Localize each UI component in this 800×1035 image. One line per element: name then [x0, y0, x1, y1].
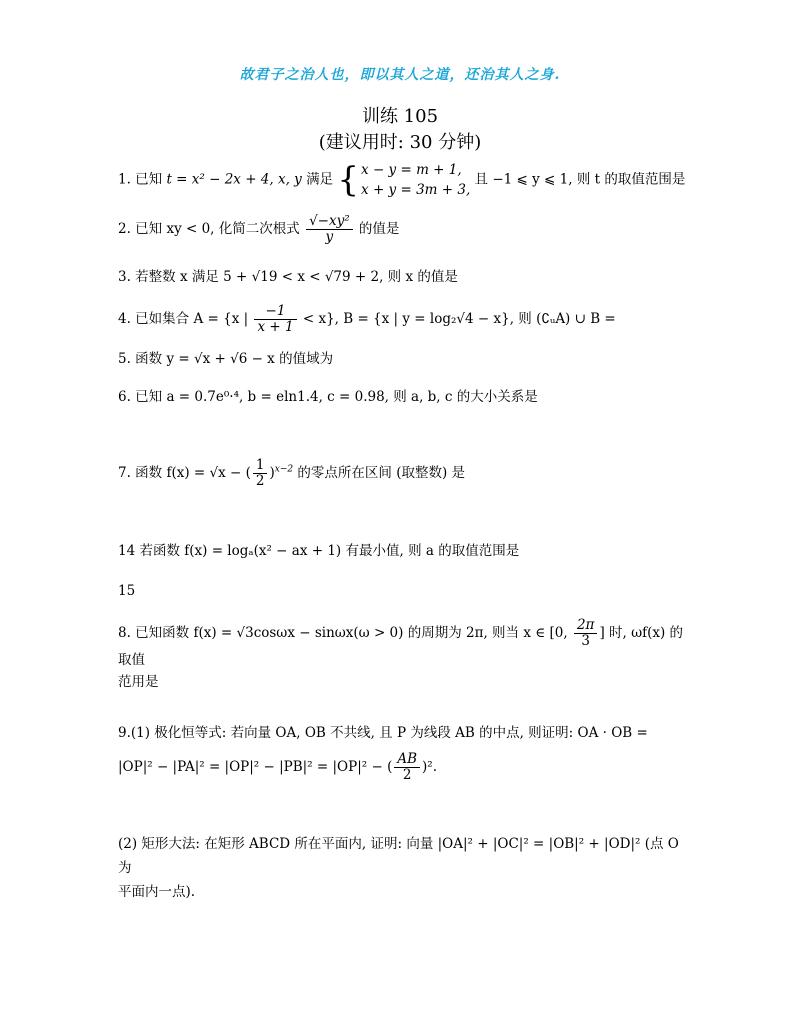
page-title: 训练 105 [361, 106, 439, 127]
question-14 [118, 540, 688, 562]
q6-text: 6. 已知 a = 0.7e⁰·⁴, b = eln1.4, c = 0.98, 则 a, b, c 的大小关系是 [118, 389, 538, 405]
header-motto: 故君子之治人也，即以其人之道，还治其人之身. [239, 67, 561, 83]
q8-numerator: 2π [574, 618, 597, 634]
q4-denominator: x + 1 [257, 319, 294, 335]
q1-text-a: 1. 已知 [118, 171, 167, 188]
q9b-text-b: 平面内一点). [118, 884, 196, 900]
question-1 [118, 160, 688, 200]
question-3 [118, 266, 688, 288]
q8-text-a: 8. 已知函数 f(x) = √3cosωx − sinωx(ω > 0) 的周期为 2π, 则当 x ∈ [0, [118, 625, 572, 641]
q2-text-a: 2. 已知 xy < 0, 化简二次根式 [118, 221, 305, 237]
q1-row2: x + y = 3m + 3, [361, 182, 471, 198]
q2-numerator: √−xy² [306, 214, 353, 230]
q8-text-c: 范用是 [118, 674, 159, 690]
question-7 [118, 458, 688, 489]
question-5 [118, 348, 688, 370]
q9-fraction [394, 752, 420, 783]
question-6 [118, 386, 688, 408]
question-4 [118, 304, 688, 335]
question-9-part-1 [118, 716, 688, 784]
q4-text-b: < x}, B = {x | y = log₂√4 − x}, 则 (∁ᵤA) ∪ B = [298, 311, 616, 327]
q9-numerator: AB [394, 752, 420, 768]
q8-denominator: 3 [581, 633, 590, 649]
q9-denominator: 2 [402, 767, 412, 783]
q1-text-d: 且 −1 ⩽ y ⩽ 1, 则 t 的取值范围是 [474, 171, 686, 188]
q8-fraction [574, 618, 597, 649]
q5-text: 5. 函数 y = √x + √6 − x 的值域为 [118, 351, 334, 367]
q2-denominator: y [325, 229, 334, 245]
q7-text-c: 的零点所在区间 (取整数) 是 [293, 465, 466, 481]
q4-fraction [254, 304, 296, 335]
page-subtitle: (建议用时: 30 分钟) [318, 132, 482, 153]
question-9-part-2 [118, 832, 688, 904]
q7-text-b: ) [269, 465, 275, 481]
q7-fraction [253, 458, 268, 489]
question-2 [118, 214, 688, 245]
q7-numerator: 1 [253, 458, 268, 474]
q2-text-b: 的值是 [354, 221, 400, 237]
q7-denominator: 2 [255, 473, 265, 489]
q7-exponent: x−2 [274, 464, 294, 475]
q1-system: { x − y = m + 1, x + y = 3m + 3, [337, 160, 471, 200]
question-8 [118, 618, 688, 693]
q1-text-c: 满足 [301, 171, 338, 188]
q14-text: 14 若函数 f(x) = logₐ(x² − ax + 1) 有最小值, 则 a 的取值范围是 [118, 543, 520, 559]
question-15 [118, 580, 688, 602]
q9-text-c: )². [422, 759, 437, 775]
q4-text-a: 4. 已如集合 A = {x | [118, 311, 253, 327]
q2-fraction [306, 214, 353, 245]
q9-text-b: |OP|² − |PA|² = |OP|² − |PB|² = |OP|² − ( [118, 759, 393, 775]
q15-text: 15 [118, 583, 136, 599]
q9-text-a: 9.(1) 极化恒等式: 若向量 OA, OB 不共线, 且 P 为线段 AB 的中点, 则证明: OA · OB = [118, 725, 648, 741]
q4-numerator: −1 [254, 304, 296, 320]
q9b-text-a: (2) 矩形大法: 在矩形 ABCD 所在平面内, 证明: 向量 |OA|² + |OC|² = |OB|² + |OD|² (点 O 为 [118, 836, 679, 876]
q7-text-a: 7. 函数 f(x) = √x − ( [118, 465, 251, 481]
q8-text-b: ] 时, ωf(x) 的取值 [118, 625, 684, 668]
q1-expr: t = x² − 2x + 4, x, y [166, 171, 302, 188]
q1-row1: x − y = m + 1, [361, 162, 462, 178]
q3-text: 3. 若整数 x 满足 5 + √19 < x < √79 + 2, 则 x 的值是 [118, 269, 458, 285]
